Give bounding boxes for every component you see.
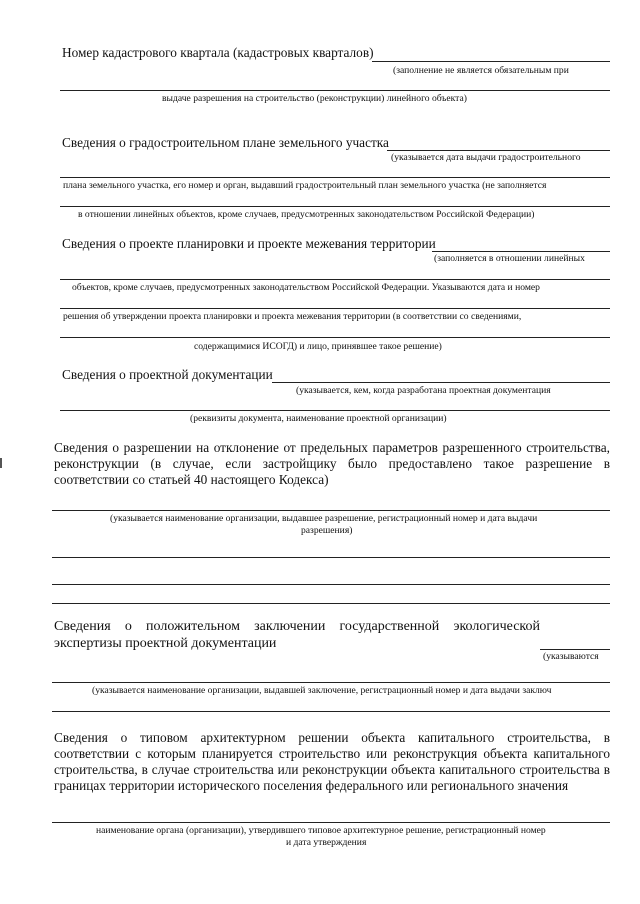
typical-solution-field[interactable]: [52, 822, 610, 823]
eco-expertise-hint: (указываются: [543, 651, 599, 662]
scan-edge-mark: [0, 458, 2, 468]
gpzu-hint: (указывается дата выдачи градостроительного: [391, 152, 581, 163]
typical-solution-hint: наименование органа (организации), утвердившего типовое архитектурное решение, регистрационный номер: [96, 826, 546, 836]
typical-solution-label: Сведения о типовом архитектурном решении объекта капитального строительства, в соответствии с которым планируется строительство или реконструкция объекта капитального строительства, в случае строительства или реконструкции объекта капитального строительства в границах территории исторического поселения федерального или регионального значения: [54, 730, 610, 793]
planning-project-field[interactable]: [432, 251, 610, 252]
deviation-permit-field-line-4[interactable]: [52, 603, 610, 604]
project-docs-field[interactable]: [272, 382, 610, 383]
cadastral-quarter-label: Номер кадастрового квартала (кадастровых кварталов): [62, 45, 374, 60]
planning-project-hint-2: объектов, кроме случаев, предусмотренных законодательством Российской Федерации. Указываются дата и номер: [72, 282, 540, 293]
gpzu-field-line-2[interactable]: [60, 177, 610, 178]
project-docs-hint-2: (реквизиты документа, наименование проектной организации): [190, 413, 447, 424]
gpzu-label: Сведения о градостроительном плане земельного участка: [62, 135, 389, 150]
gpzu-hint-2: плана земельного участка, его номер и орган, выдавший градостроительный план земельного участка (не заполняется: [63, 180, 547, 191]
project-docs-field-line-2[interactable]: [60, 410, 610, 411]
project-docs-hint: (указывается, кем, когда разработана проектная документация: [296, 385, 551, 396]
eco-expertise-field[interactable]: [540, 649, 610, 650]
deviation-permit-field-line-2[interactable]: [52, 557, 610, 558]
planning-project-hint-4: содержащимися ИСОГД) и лицо, принявшее такое решение): [194, 341, 442, 352]
planning-project-field-line-3[interactable]: [60, 308, 610, 309]
gpzu-hint-3: в отношении линейных объектов, кроме случаев, предусмотренных законодательством Российской Федерации): [78, 209, 535, 220]
gpzu-field[interactable]: [387, 150, 610, 151]
planning-project-hint: (заполняется в отношении линейных: [434, 253, 585, 264]
deviation-permit-hint-2: разрешения): [301, 525, 353, 536]
eco-expertise-field-line-3[interactable]: [52, 711, 610, 712]
cadastral-quarter-field[interactable]: [372, 61, 610, 62]
planning-project-field-line-2[interactable]: [60, 279, 610, 280]
project-docs-label: Сведения о проектной документации: [62, 367, 273, 382]
eco-expertise-hint-2: (указывается наименование организации, выдавшей заключение, регистрационный номер и дата выдачи заключ: [92, 686, 552, 696]
cadastral-quarter-field-line-2[interactable]: [60, 90, 610, 91]
deviation-permit-field-line-3[interactable]: [52, 584, 610, 585]
eco-expertise-field-line-2[interactable]: [52, 682, 610, 683]
cadastral-quarter-hint: (заполнение не является обязательным при: [393, 65, 569, 76]
deviation-permit-label: Сведения о разрешении на отклонение от предельных параметров разрешенного строительства, реконструкции (в случае, если застройщику было предоставлено такое разрешение в соответствии со статьей 40 настоящего Кодекса): [54, 440, 610, 487]
typical-solution-hint-2: и дата утверждения: [286, 837, 367, 848]
planning-project-label: Сведения о проекте планировки и проекте межевания территории: [62, 236, 436, 251]
eco-expertise-label: Сведения о положительном заключении государственной экологической экспертизы проектной документации: [54, 619, 540, 651]
deviation-permit-field[interactable]: [52, 510, 610, 511]
planning-project-hint-3: решения об утверждении проекта планировки и проекта межевания территории (в соответствии со сведениями,: [63, 311, 522, 322]
cadastral-quarter-hint-2: выдаче разрешения на строительство (реконструкции) линейного объекта): [162, 93, 467, 104]
deviation-permit-hint: (указывается наименование организации, выдавшее разрешение, регистрационный номер и дата выдачи: [110, 513, 538, 524]
gpzu-field-line-3[interactable]: [60, 206, 610, 207]
planning-project-field-line-4[interactable]: [60, 337, 610, 338]
